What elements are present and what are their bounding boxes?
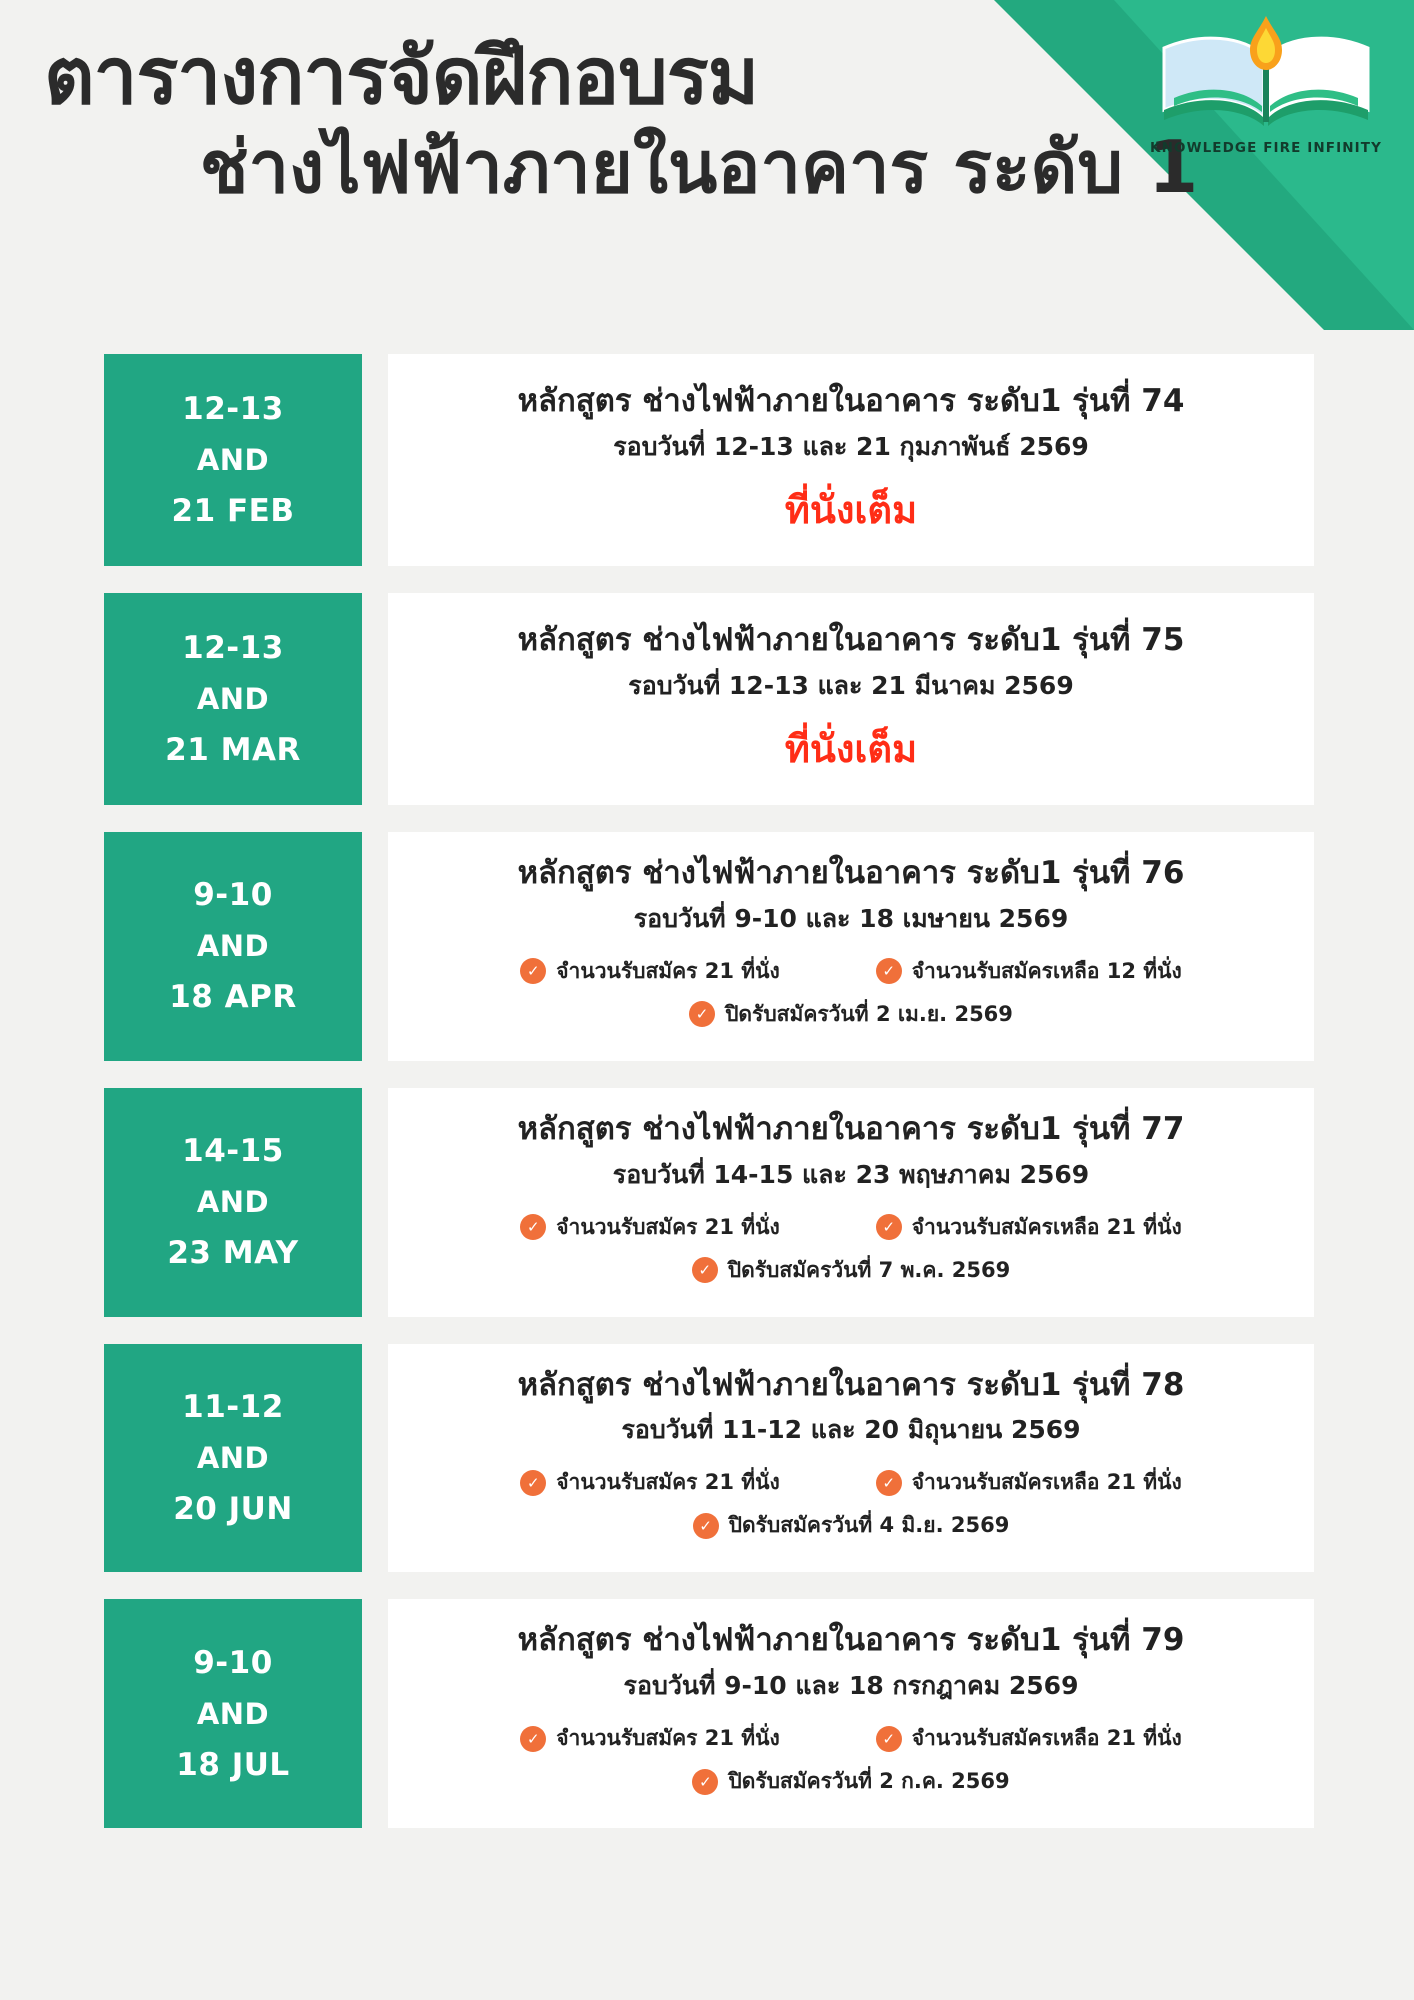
date-bottom: 18 APR	[169, 979, 297, 1016]
course-title: หลักสูตร ช่างไฟฟ้าภายในอาคาร ระดับ1 รุ่นที่ 78	[517, 1366, 1185, 1403]
check-icon: ✓	[876, 1470, 902, 1496]
check-icon: ✓	[520, 1726, 546, 1752]
date-bottom: 21 MAR	[165, 732, 301, 768]
course-round: รอบวันที่ 9-10 และ 18 กรกฎาคม 2569	[623, 1671, 1079, 1700]
seats-total-item	[520, 955, 780, 988]
date-bottom: 18 JUL	[176, 1746, 290, 1783]
date-bottom: 23 MAY	[167, 1235, 299, 1272]
date-and: AND	[196, 443, 270, 477]
date-top: 14-15	[182, 1133, 284, 1170]
course-round: รอบวันที่ 9-10 และ 18 เมษายน 2569	[633, 903, 1069, 933]
deadline-item	[692, 1254, 1010, 1287]
date-box	[104, 354, 362, 566]
schedule-row[interactable]	[104, 1599, 1314, 1828]
course-details	[406, 1466, 1296, 1552]
brand-logo-text: KNOWLEDGE FIRE INFINITY	[1150, 140, 1382, 156]
seats-left-item	[876, 1722, 1182, 1755]
seats-left-text: จำนวนรับสมัครเหลือ 21 ที่นั่ง	[911, 1726, 1182, 1750]
seats-total-text: จำนวนรับสมัคร 21 ที่นั่ง	[556, 1214, 780, 1239]
course-details	[406, 1211, 1296, 1297]
schedule-row[interactable]	[104, 1088, 1314, 1317]
date-box	[104, 1088, 362, 1317]
date-and: AND	[196, 1440, 270, 1475]
check-icon: ✓	[689, 1001, 715, 1027]
course-title: หลักสูตร ช่างไฟฟ้าภายในอาคาร ระดับ1 รุ่นที่ 75	[517, 622, 1185, 659]
date-box	[104, 1344, 362, 1573]
course-round: รอบวันที่ 12-13 และ 21 กุมภาพันธ์ 2569	[613, 431, 1089, 461]
course-info	[388, 1344, 1314, 1573]
date-top: 12-13	[182, 391, 284, 427]
deadline-text: ปิดรับสมัครวันที่ 4 มิ.ย. 2569	[728, 1513, 1010, 1538]
seats-left-item	[876, 955, 1182, 988]
date-top: 12-13	[182, 630, 284, 666]
check-icon: ✓	[876, 1726, 902, 1752]
schedule-list	[0, 354, 1414, 1828]
seats-left-text: จำนวนรับสมัครเหลือ 21 ที่นั่ง	[911, 1214, 1182, 1239]
seats-left-item	[876, 1466, 1182, 1499]
detail-row-deadline	[406, 998, 1296, 1031]
course-info	[388, 593, 1314, 805]
deadline-text: ปิดรับสมัครวันที่ 7 พ.ค. 2569	[727, 1257, 1011, 1282]
detail-row-seats	[406, 1466, 1296, 1499]
deadline-item	[689, 998, 1013, 1031]
schedule-row[interactable]	[104, 832, 1314, 1061]
check-icon: ✓	[520, 1470, 546, 1496]
date-and: AND	[196, 1696, 270, 1731]
detail-row-deadline	[406, 1765, 1296, 1798]
seats-left-text: จำนวนรับสมัครเหลือ 21 ที่นั่ง	[911, 1470, 1182, 1495]
deadline-item	[693, 1509, 1010, 1542]
seats-total-item	[520, 1466, 780, 1499]
status-badge: ที่นั่งเต็ม	[784, 726, 918, 771]
check-icon: ✓	[520, 1214, 546, 1240]
course-title: หลักสูตร ช่างไฟฟ้าภายในอาคาร ระดับ1 รุ่นที่ 77	[517, 1110, 1185, 1147]
course-details	[406, 955, 1296, 1041]
date-bottom: 20 JUN	[173, 1490, 293, 1527]
course-info	[388, 1599, 1314, 1828]
check-icon: ✓	[520, 958, 546, 984]
date-box	[104, 832, 362, 1061]
course-round: รอบวันที่ 11-12 และ 20 มิถุนายน 2569	[621, 1415, 1081, 1445]
deadline-item	[692, 1765, 1009, 1798]
date-top: 11-12	[182, 1388, 284, 1425]
check-icon: ✓	[692, 1769, 718, 1795]
course-round: รอบวันที่ 14-15 และ 23 พฤษภาคม 2569	[612, 1159, 1090, 1189]
detail-row-seats	[406, 955, 1296, 988]
detail-row-seats	[406, 1211, 1296, 1244]
date-and: AND	[196, 1185, 270, 1220]
check-icon: ✓	[692, 1257, 718, 1283]
date-top: 9-10	[193, 877, 273, 914]
course-info	[388, 354, 1314, 566]
seats-total-item	[520, 1211, 780, 1244]
schedule-row[interactable]	[104, 593, 1314, 805]
date-box	[104, 593, 362, 805]
schedule-row[interactable]	[104, 1344, 1314, 1573]
seats-left-item	[876, 1211, 1182, 1244]
course-round: รอบวันที่ 12-13 และ 21 มีนาคม 2569	[628, 670, 1074, 700]
detail-row-deadline	[406, 1254, 1296, 1287]
course-title: หลักสูตร ช่างไฟฟ้าภายในอาคาร ระดับ1 รุ่นที่ 76	[517, 855, 1185, 891]
seats-total-item	[520, 1722, 780, 1755]
check-icon: ✓	[693, 1513, 719, 1539]
course-info	[388, 832, 1314, 1061]
seats-total-text: จำนวนรับสมัคร 21 ที่นั่ง	[556, 958, 780, 983]
page-title-line2: ช่างไฟฟ้าภายในอาคาร ระดับ 1	[199, 125, 1199, 210]
open-book-flame-icon	[1146, 14, 1386, 134]
status-badge: ที่นั่งเต็ม	[784, 487, 918, 532]
check-icon: ✓	[876, 1214, 902, 1240]
course-title: หลักสูตร ช่างไฟฟ้าภายในอาคาร ระดับ1 รุ่นที่ 74	[517, 383, 1185, 420]
seats-total-text: จำนวนรับสมัคร 21 ที่นั่ง	[556, 1470, 780, 1495]
seats-left-text: จำนวนรับสมัครเหลือ 12 ที่นั่ง	[911, 958, 1182, 983]
course-info	[388, 1088, 1314, 1317]
brand-logo	[1146, 14, 1386, 164]
course-details	[406, 1722, 1296, 1808]
date-top: 9-10	[193, 1644, 273, 1681]
page-title-line1: ตารางการจัดฝึกอบรม	[44, 32, 759, 122]
date-bottom: 21 FEB	[171, 493, 295, 529]
detail-row-seats	[406, 1722, 1296, 1755]
check-icon: ✓	[876, 958, 902, 984]
deadline-text: ปิดรับสมัครวันที่ 2 ก.ค. 2569	[728, 1769, 1010, 1793]
detail-row-deadline	[406, 1509, 1296, 1542]
date-box	[104, 1599, 362, 1828]
seats-total-text: จำนวนรับสมัคร 21 ที่นั่ง	[556, 1726, 780, 1750]
schedule-row[interactable]	[104, 354, 1314, 566]
course-title: หลักสูตร ช่างไฟฟ้าภายในอาคาร ระดับ1 รุ่นที่ 79	[517, 1622, 1185, 1659]
date-and: AND	[196, 682, 270, 716]
page-header	[0, 0, 1414, 330]
date-and: AND	[196, 929, 270, 964]
deadline-text: ปิดรับสมัครวันที่ 2 เม.ย. 2569	[725, 1001, 1013, 1026]
